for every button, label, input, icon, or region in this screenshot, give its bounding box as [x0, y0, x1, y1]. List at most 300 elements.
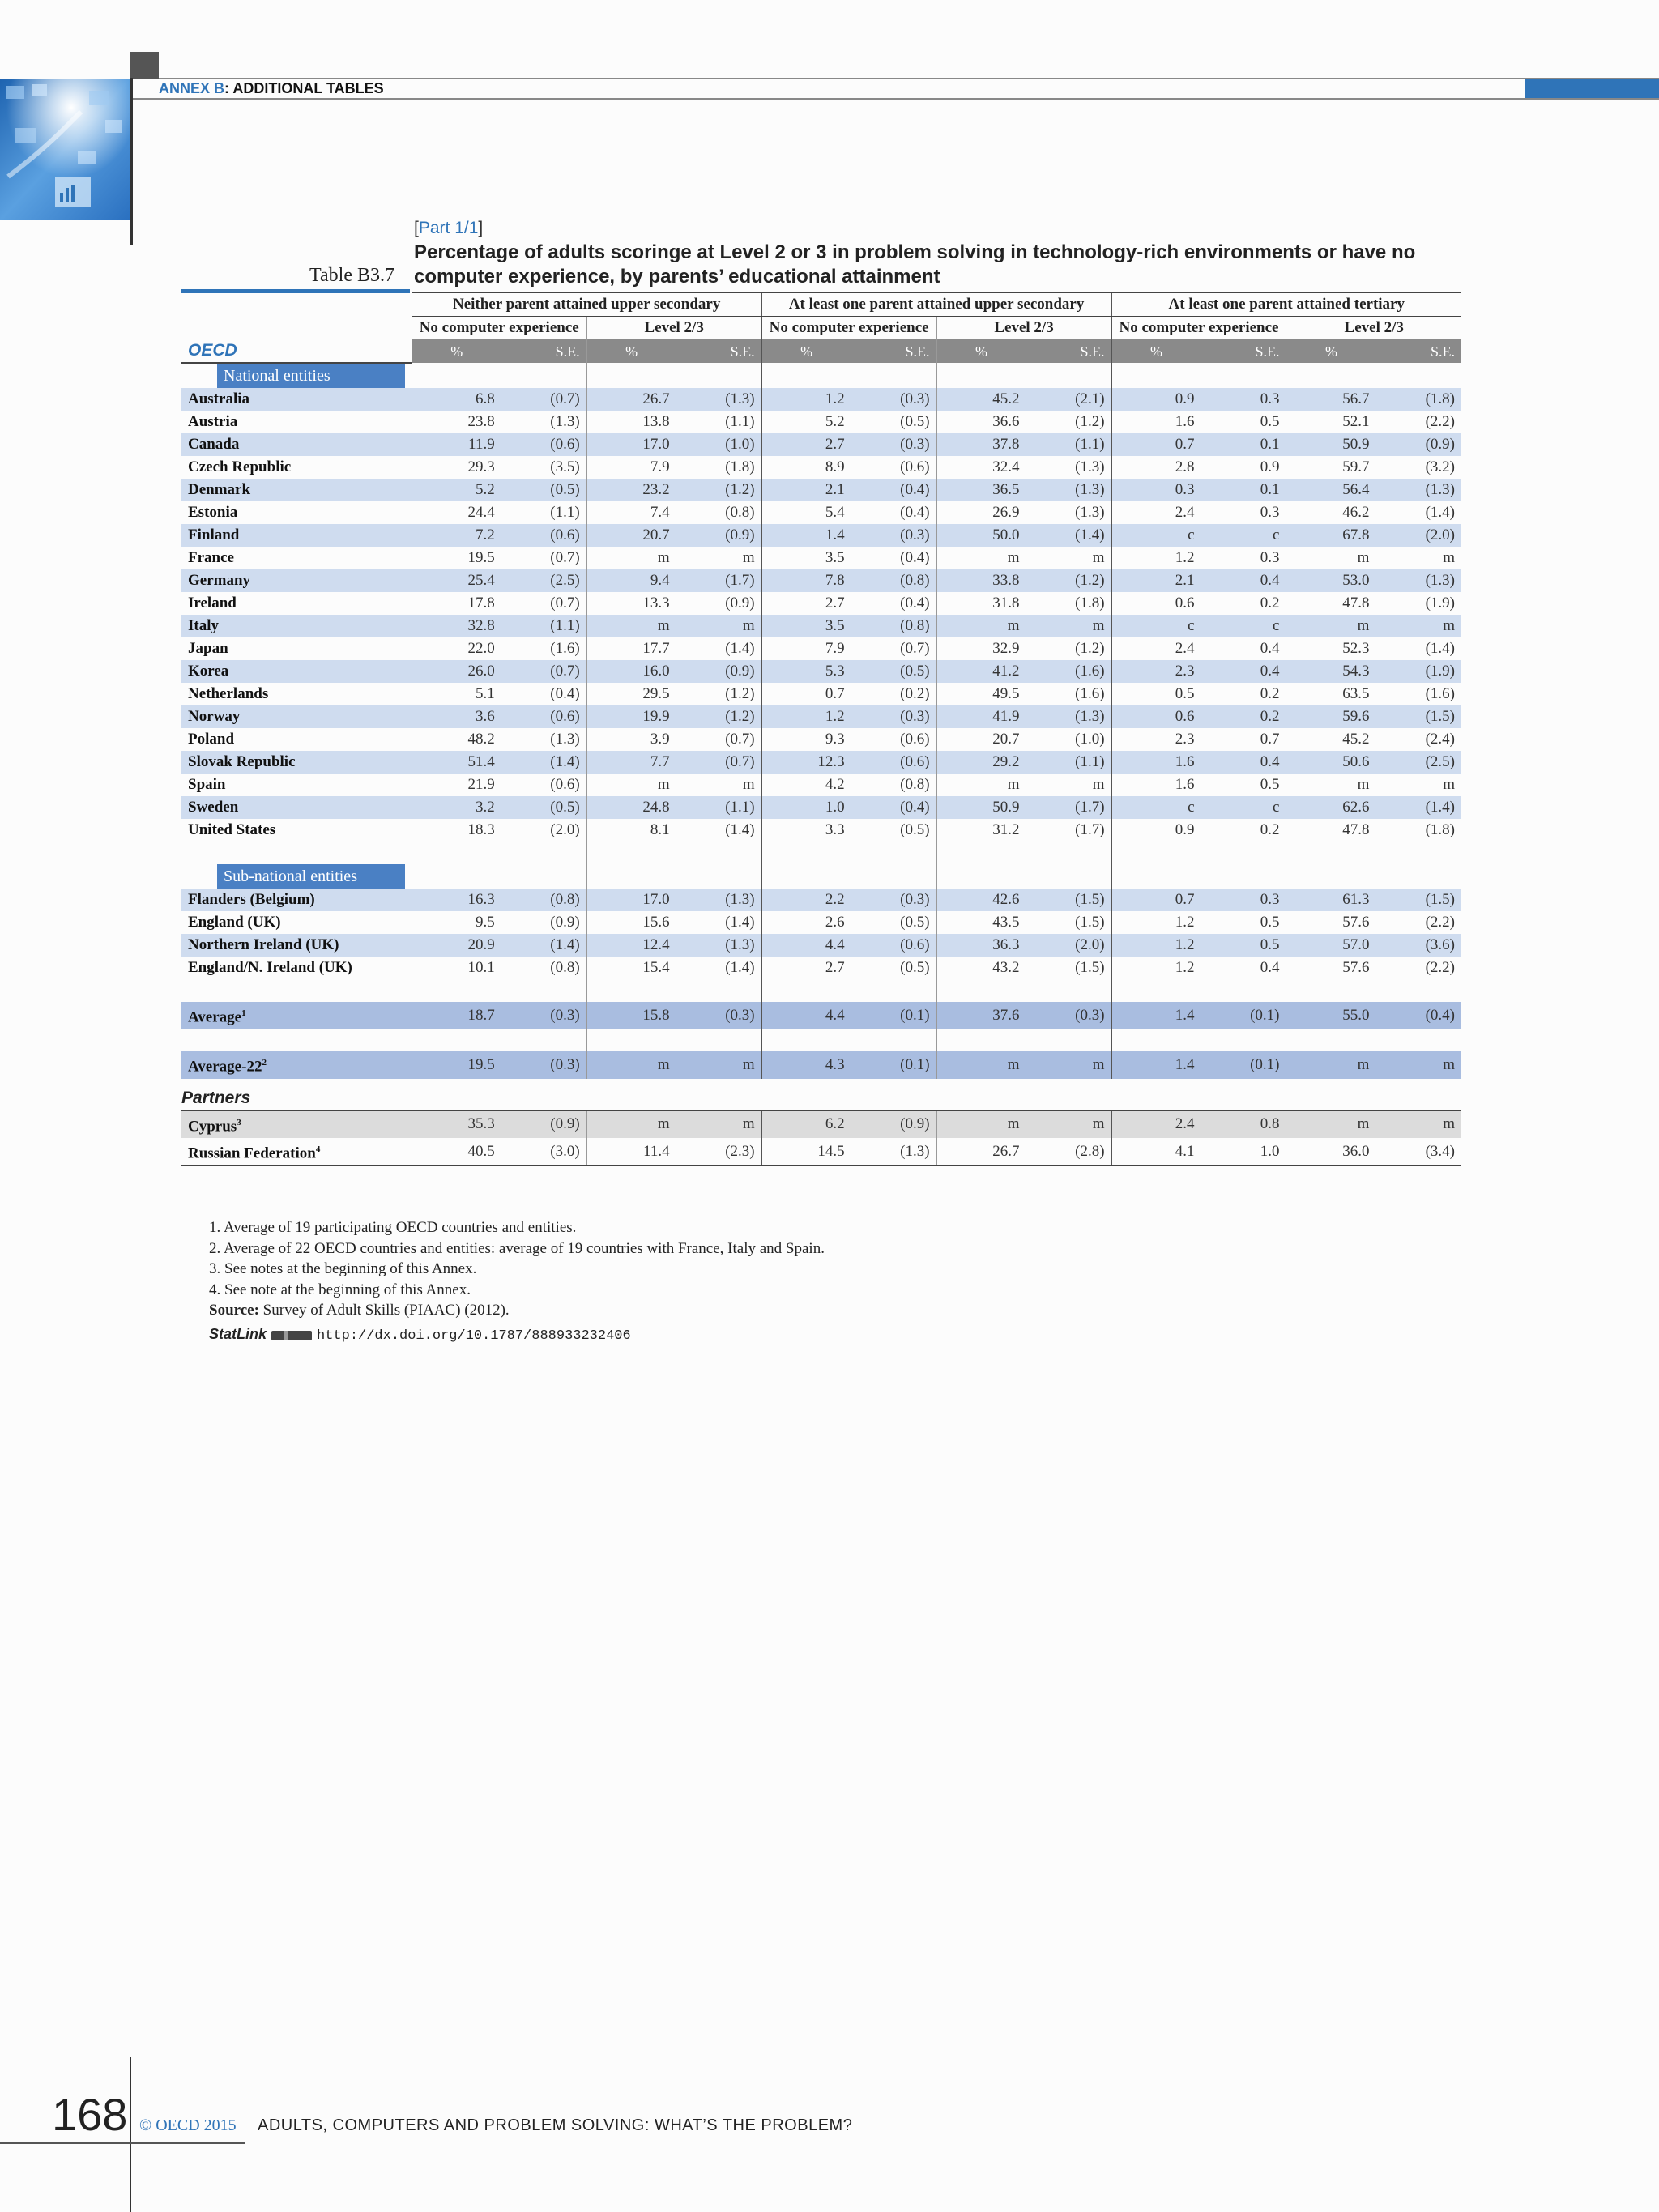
table-cell: 32.8: [412, 615, 501, 637]
row-label-cell: [181, 433, 412, 456]
table-cell: (1.3): [676, 388, 761, 411]
row-label: Poland: [188, 731, 235, 748]
table-cell: (1.5): [1075, 914, 1105, 931]
table-cell: 7.9: [586, 456, 676, 479]
empty-cell: [1026, 979, 1111, 1002]
table-cell: (0.6): [851, 751, 936, 774]
empty-cell: [1111, 842, 1201, 864]
table-cell: (0.6): [550, 776, 580, 793]
statlink-url[interactable]: http://dx.doi.org/10.1787/888933232406: [317, 1328, 631, 1344]
row-label-cell: [181, 819, 412, 842]
header-rule-bottom: [130, 98, 1659, 100]
table-cell: (2.2): [1425, 413, 1455, 430]
empty-cell: [936, 363, 1026, 388]
table-cell: (0.5): [900, 413, 930, 430]
table-cell: 26.7: [936, 1138, 1026, 1166]
table-cell: 3.9: [586, 728, 676, 751]
table-cell: 55.0: [1286, 1002, 1375, 1029]
empty-cell: [1201, 864, 1286, 889]
table-cell: (2.5): [1375, 751, 1461, 774]
table-label: Table B3.7: [309, 265, 394, 286]
table-cell: 57.0: [1286, 934, 1375, 957]
empty-cell: [676, 363, 761, 388]
table-cell: c: [1111, 796, 1201, 819]
empty-cell: [1026, 864, 1111, 889]
table-cell: 0.4: [1260, 959, 1280, 976]
table-cell: 0.8: [1201, 1110, 1286, 1138]
table-cell: (3.0): [501, 1138, 586, 1166]
table-cell: (0.8): [725, 504, 755, 521]
sub-header-level: Level 2/3: [936, 317, 1111, 340]
row-label: Average-22: [188, 1058, 262, 1076]
table-cell: (1.5): [1375, 705, 1461, 728]
table-cell: 1.2: [1111, 934, 1201, 957]
empty-cell: [936, 979, 1026, 1002]
table-cell: 2.4: [1111, 637, 1201, 660]
row-label-cell: [181, 889, 412, 911]
table-cell: (0.7): [501, 388, 586, 411]
row-label: Flanders (Belgium): [188, 891, 315, 908]
table-cell: 50.9: [1286, 433, 1375, 456]
table-cell: 2.4: [1111, 1110, 1201, 1138]
table-cell: 42.6: [936, 889, 1026, 911]
empty-cell: [676, 864, 761, 889]
empty-cell: [501, 363, 586, 388]
empty-cell: [1375, 363, 1461, 388]
table-cell: 59.7: [1286, 456, 1375, 479]
table-cell: (1.4): [725, 959, 755, 976]
table-cell: 3.5: [761, 547, 851, 569]
header-blue-bar: [1525, 79, 1659, 98]
book-title: ADULTS, COMPUTERS AND PROBLEM SOLVING: WHAT’S THE PROBLEM?: [258, 2116, 853, 2134]
table-cell: c: [1201, 796, 1286, 819]
table-cell: 2.7: [761, 592, 851, 615]
section-label: National entities: [217, 364, 405, 388]
empty-cell: [501, 864, 586, 889]
table-cell: (1.2): [1026, 569, 1111, 592]
empty-cell: [1375, 842, 1461, 864]
empty-cell: [761, 1029, 851, 1051]
running-header-accent: ANNEX B: [159, 80, 225, 96]
table-cell: 26.9: [936, 501, 1026, 524]
table-cell: 15.4: [586, 957, 676, 979]
table-cell: 45.2: [1286, 728, 1375, 751]
row-label-cell: [181, 592, 412, 615]
table-row: [181, 1138, 1461, 1166]
empty-cell: [761, 363, 851, 388]
table-cell: (0.3): [851, 524, 936, 547]
row-label: Russian Federation: [188, 1144, 316, 1162]
table-cell: (0.7): [900, 640, 930, 657]
footnote-marker: 4: [315, 1144, 321, 1154]
row-label-cell: [181, 796, 412, 819]
empty-cell: [676, 979, 761, 1002]
table-cell: 19.9: [586, 705, 676, 728]
table-cell: 47.8: [1286, 819, 1375, 842]
table-cell: m: [936, 1110, 1026, 1138]
table-cell: 1.2: [761, 388, 851, 411]
row-label-cell: [181, 1110, 412, 1138]
table-cell: 24.8: [586, 796, 676, 819]
table-cell: 18.3: [412, 819, 501, 842]
table-cell: (0.9): [851, 1110, 936, 1138]
table-cell: 17.0: [586, 889, 676, 911]
table-cell: 3.2: [412, 796, 501, 819]
table-cell: 37.8: [936, 433, 1026, 456]
table-cell: 2.7: [761, 433, 851, 456]
table-cell: 57.6: [1286, 911, 1375, 934]
empty-cell: [761, 979, 851, 1002]
sub-header-level: Level 2/3: [586, 317, 761, 340]
empty-cell: [501, 1029, 586, 1051]
table-cell: 3.6: [412, 705, 501, 728]
group-header-neither: Neither parent attained upper secondary: [412, 292, 761, 317]
table-body: [181, 363, 1461, 1166]
empty-cell: [1286, 1029, 1375, 1051]
table-cell: 32.9: [936, 637, 1026, 660]
table-row: [181, 569, 1461, 592]
table-cell: (1.9): [1425, 595, 1455, 612]
table-cell: m: [1092, 549, 1105, 566]
sub-header-level: Level 2/3: [1286, 317, 1461, 340]
table-cell: 11.4: [586, 1138, 676, 1166]
row-label: Sweden: [188, 799, 239, 816]
sub-header-no-computer: No computer experience: [761, 317, 936, 340]
copyright: © OECD 2015: [139, 2116, 237, 2134]
empty-cell: [1286, 864, 1375, 889]
table-cell: 22.0: [412, 637, 501, 660]
table-cell: 9.3: [761, 728, 851, 751]
empty-cell: [1201, 842, 1286, 864]
table-cell: 35.3: [412, 1110, 501, 1138]
table-cell: 1.6: [1111, 751, 1201, 774]
pct-header: %: [586, 339, 676, 363]
table-cell: m: [936, 615, 1026, 637]
row-label-cell: [181, 751, 412, 774]
row-label-cell: [181, 637, 412, 660]
empty-cell: [936, 864, 1026, 889]
column-group-header-row: [181, 292, 1461, 317]
table-cell: (0.4): [900, 595, 930, 612]
table-cell: 2.1: [1111, 569, 1201, 592]
table-cell: 47.8: [1286, 592, 1375, 615]
table-cell: 26.0: [412, 660, 501, 683]
empty-cell: [501, 842, 586, 864]
sub-header-no-computer: No computer experience: [412, 317, 586, 340]
empty-header-cell: [181, 292, 412, 317]
table-row: [181, 592, 1461, 615]
table-cell: 45.2: [936, 388, 1026, 411]
empty-cell: [412, 842, 501, 864]
table-cell: 20.7: [586, 524, 676, 547]
statlink[interactable]: [209, 1326, 631, 1344]
stat-header-row: [181, 339, 1461, 363]
empty-cell: [851, 363, 936, 388]
table-cell: 0.5: [1260, 914, 1280, 931]
table-cell: (1.3): [851, 1138, 936, 1166]
row-label-cell: [181, 1051, 412, 1078]
se-header: S.E.: [851, 339, 936, 363]
table-cell: 4.1: [1111, 1138, 1201, 1166]
table-row: [181, 889, 1461, 911]
empty-cell: [1111, 864, 1201, 889]
table-cell: m: [1026, 1110, 1111, 1138]
table-cell: (0.3): [676, 1002, 761, 1029]
table-cell: (1.6): [1075, 685, 1105, 702]
empty-cell: [501, 979, 586, 1002]
table-row: [181, 660, 1461, 683]
row-label: England/N. Ireland (UK): [188, 959, 352, 976]
table-cell: 43.5: [936, 911, 1026, 934]
table-cell: (1.2): [676, 705, 761, 728]
table-cell: 53.0: [1286, 569, 1375, 592]
table-cell: m: [586, 615, 676, 637]
table-cell: (0.1): [1201, 1002, 1286, 1029]
row-label-cell: [181, 683, 412, 705]
table-cell: 1.2: [761, 705, 851, 728]
table-cell: (0.3): [501, 1051, 586, 1078]
table-cell: (0.7): [725, 731, 755, 748]
empty-cell: [1111, 1029, 1201, 1051]
empty-cell: [586, 864, 676, 889]
table-cell: (0.8): [501, 889, 586, 911]
table-cell: (2.8): [1026, 1138, 1111, 1166]
note-3: 3. See notes at the beginning of this Annex.: [209, 1260, 477, 1277]
table-cell: (0.7): [501, 660, 586, 683]
table-cell: (1.2): [1075, 640, 1105, 657]
table-cell: (0.5): [900, 959, 930, 976]
table-cell: 2.3: [1111, 728, 1201, 751]
table-cell: (2.3): [676, 1138, 761, 1166]
section-national: [181, 363, 1461, 388]
table-cell: 56.4: [1286, 479, 1375, 501]
table-row: [181, 774, 1461, 796]
empty-cell: [761, 864, 851, 889]
table-cell: 5.4: [761, 501, 851, 524]
table-row: [181, 524, 1461, 547]
table-cell: 2.6: [761, 911, 851, 934]
table-cell: (0.9): [1375, 433, 1461, 456]
table-cell: m: [936, 1051, 1026, 1078]
pct-header: %: [936, 339, 1026, 363]
table-cell: 24.4: [412, 501, 501, 524]
table-cell: 0.4: [1260, 640, 1280, 657]
table-cell: 0.1: [1201, 479, 1286, 501]
table-cell: 16.3: [412, 889, 501, 911]
table-cell: 7.7: [586, 751, 676, 774]
table-cell: 23.2: [586, 479, 676, 501]
table-cell: 32.4: [936, 456, 1026, 479]
table-cell: 62.6: [1286, 796, 1375, 819]
source-line: [209, 1300, 825, 1321]
table-cell: 1.4: [761, 524, 851, 547]
table-row: [181, 637, 1461, 660]
table-cell: 52.3: [1286, 637, 1375, 660]
table-cell: 0.3: [1201, 388, 1286, 411]
table-cell: (0.3): [851, 705, 936, 728]
empty-cell: [1111, 979, 1201, 1002]
se-header: S.E.: [1201, 339, 1286, 363]
table-cell: (0.5): [501, 796, 586, 819]
table-cell: (0.3): [851, 388, 936, 411]
row-label-cell: [181, 1138, 412, 1166]
table-cell: (1.2): [725, 685, 755, 702]
part-label: [Part 1/1]: [414, 219, 484, 237]
table-cell: 59.6: [1286, 705, 1375, 728]
row-label: Denmark: [188, 481, 251, 498]
sub-header-no-computer: No computer experience: [1111, 317, 1286, 340]
empty-cell: [1026, 842, 1111, 864]
table-cell: 13.8: [586, 411, 676, 433]
table-cell: 0.1: [1201, 433, 1286, 456]
table-cell: 51.4: [412, 751, 501, 774]
table-cell: (1.1): [501, 615, 586, 637]
table-cell: 29.2: [936, 751, 1026, 774]
table-cell: 2.4: [1111, 501, 1201, 524]
table-cell: (0.9): [676, 524, 761, 547]
row-label-cell: [181, 411, 412, 433]
row-label: Germany: [188, 572, 251, 589]
table-cell: (1.4): [501, 934, 586, 957]
table-cell: 0.2: [1260, 821, 1280, 838]
row-label-cell: [181, 456, 412, 479]
table-cell: 61.3: [1286, 889, 1375, 911]
table-cell: 2.1: [761, 479, 851, 501]
row-label: Ireland: [188, 595, 237, 612]
table-cell: 15.8: [586, 1002, 676, 1029]
table-cell: 1.2: [1111, 957, 1201, 979]
table-cell: (0.1): [1201, 1051, 1286, 1078]
table-cell: (0.1): [851, 1051, 936, 1078]
table-row: [181, 411, 1461, 433]
partners-label: Partners: [181, 1088, 251, 1107]
table-cell: 31.2: [936, 819, 1026, 842]
table-row: [181, 957, 1461, 979]
row-label-cell: [181, 911, 412, 934]
table-cell: (1.8): [1075, 595, 1105, 612]
table-cell: 8.9: [761, 456, 851, 479]
table-cell: 1.0: [761, 796, 851, 819]
table-cell: (2.1): [1026, 388, 1111, 411]
table-cell: 0.5: [1260, 413, 1280, 430]
se-header: S.E.: [501, 339, 586, 363]
table-cell: 31.8: [936, 592, 1026, 615]
table-cell: (1.4): [1425, 640, 1455, 657]
table-cell: (3.5): [550, 458, 580, 475]
table-cell: 0.9: [1111, 819, 1201, 842]
row-label: Canada: [188, 436, 240, 453]
table-row: [181, 1110, 1461, 1138]
table-cell: (0.8): [851, 615, 936, 637]
empty-cell: [412, 1029, 501, 1051]
table-cell: 0.7: [1111, 433, 1201, 456]
empty-header-cell: [181, 317, 412, 340]
row-label: Northern Ireland (UK): [188, 936, 339, 953]
row-label: England (UK): [188, 914, 281, 931]
row-label: Austria: [188, 413, 238, 430]
part-text: Part 1/1: [418, 219, 479, 237]
table-title: Percentage of adults scoringe at Level 2 or 3 in problem solving in technology-rich environments or have no computer experience, by parents’ educational attainment: [414, 241, 1416, 288]
table-cell: 1.6: [1111, 411, 1201, 433]
empty-cell: [1111, 363, 1201, 388]
pct-header: %: [761, 339, 851, 363]
table-cell: (0.8): [550, 959, 580, 976]
table-cell: (0.6): [900, 731, 930, 748]
row-label-cell: [181, 957, 412, 979]
table-cell: 19.5: [412, 1051, 501, 1078]
spacer-row: [181, 1029, 1461, 1051]
running-header-rest: : ADDITIONAL TABLES: [224, 80, 384, 96]
footnote-marker: 3: [237, 1117, 241, 1127]
table-cell: 1.2: [1111, 911, 1201, 934]
table-row: [181, 501, 1461, 524]
table-row: [181, 547, 1461, 569]
empty-cell: [1286, 842, 1375, 864]
table-cell: 0.5: [1201, 934, 1286, 957]
table-row: [181, 1051, 1461, 1078]
empty-cell: [1375, 864, 1461, 889]
row-label-cell: [181, 774, 412, 796]
table-cell: 6.2: [761, 1110, 851, 1138]
row-label: Average: [188, 1008, 242, 1026]
table-cell: 0.6: [1111, 592, 1201, 615]
table-cell: (3.6): [1375, 934, 1461, 957]
table-cell: 23.8: [412, 411, 501, 433]
row-label: Norway: [188, 708, 241, 725]
row-label: Slovak Republic: [188, 753, 296, 770]
table-cell: c: [1111, 615, 1201, 637]
table-row: [181, 683, 1461, 705]
empty-cell: [851, 842, 936, 864]
table-cell: 36.5: [936, 479, 1026, 501]
table-notes: [209, 1217, 825, 1321]
table-cell: (1.8): [1425, 821, 1455, 838]
footnote-marker: 2: [262, 1058, 267, 1068]
header-vertical-line: [130, 78, 133, 245]
note-4: 4. See note at the beginning of this Annex.: [209, 1281, 471, 1298]
table-cell: 5.3: [761, 660, 851, 683]
table-cell: 4.4: [761, 1002, 851, 1029]
empty-cell: [676, 1029, 761, 1051]
table-row: [181, 615, 1461, 637]
table-cell: 0.7: [1260, 731, 1280, 748]
empty-cell: [412, 363, 501, 388]
table-cell: (0.7): [550, 549, 580, 566]
table-cell: 0.5: [1260, 776, 1280, 793]
table-cell: m: [586, 1051, 676, 1078]
row-label-cell: [181, 1002, 412, 1029]
table-cell: m: [1375, 1110, 1461, 1138]
table-cell: m: [1286, 615, 1375, 637]
table-cell: (1.2): [676, 479, 761, 501]
source-text: Survey of Adult Skills (PIAAC) (2012).: [258, 1302, 510, 1319]
section-subnational: [181, 864, 1461, 889]
row-label: Korea: [188, 663, 229, 680]
table-cell: (1.3): [550, 731, 580, 748]
table-cell: 50.6: [1286, 751, 1375, 774]
note-1: 1. Average of 19 participating OECD countries and entities.: [209, 1219, 577, 1236]
empty-cell: [761, 842, 851, 864]
page-number: 168: [52, 2089, 128, 2140]
table-cell: 36.3: [936, 934, 1026, 957]
table-cell: (1.4): [725, 914, 755, 931]
table-row: [181, 705, 1461, 728]
table-cell: 50.0: [936, 524, 1026, 547]
empty-cell: [412, 979, 501, 1002]
table-cell: (1.8): [725, 458, 755, 475]
region-label: OECD: [181, 339, 412, 363]
table-cell: 29.3: [412, 456, 501, 479]
